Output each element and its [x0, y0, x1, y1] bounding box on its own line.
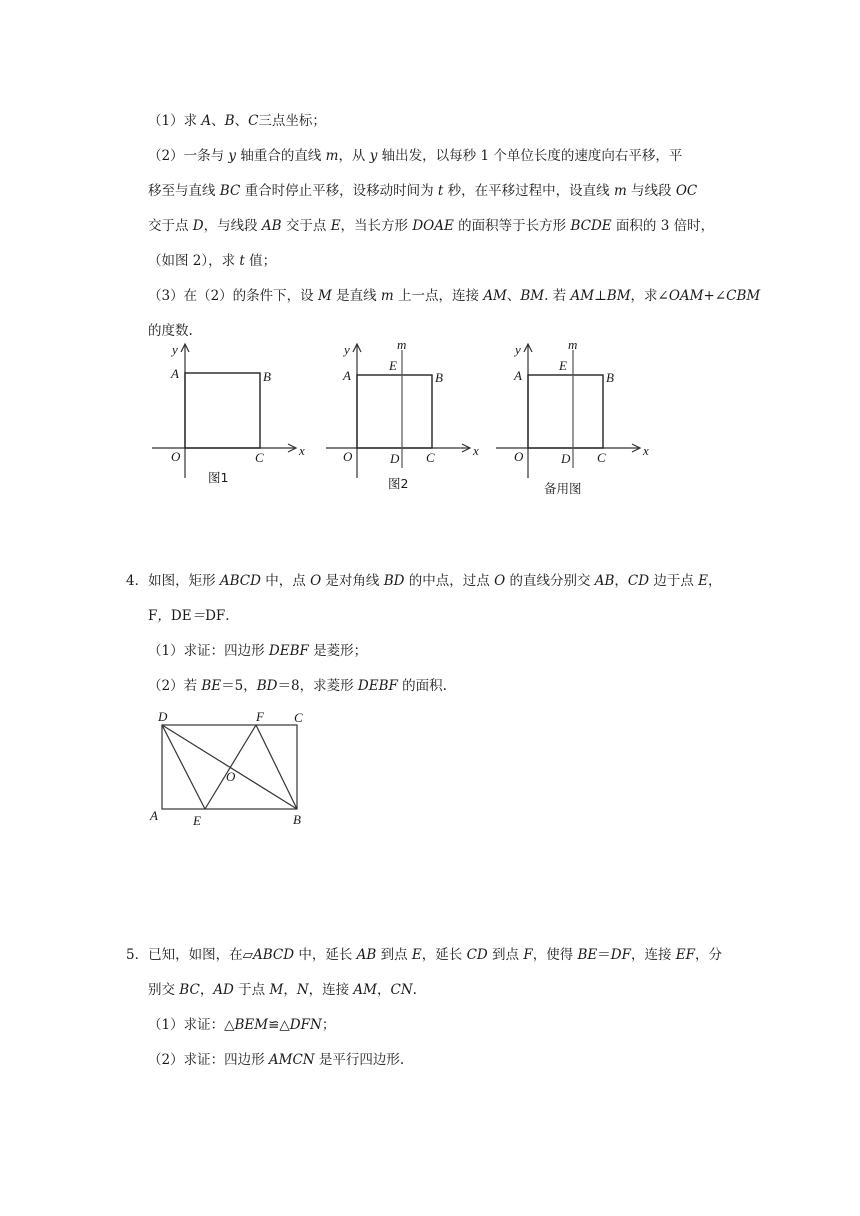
- text-segment: 值；: [244, 253, 277, 269]
- figure-1-label-x: x: [299, 443, 305, 458]
- math-variable: m: [613, 183, 627, 199]
- text-segment: 轴出发，以每秒 1 个单位长度的速度向右平移，平: [377, 148, 683, 164]
- figure-2-label-B: B: [435, 370, 443, 385]
- text-segment: 中，点: [260, 573, 311, 589]
- segment-ef: [205, 725, 256, 809]
- text-segment: （1）求证：四边形: [148, 643, 269, 659]
- text-segment: ，使得: [532, 947, 578, 963]
- math-variable: m: [380, 288, 394, 304]
- text-segment: .: [412, 982, 417, 998]
- math-variable: BD: [256, 678, 278, 694]
- math-variable: BE: [577, 947, 598, 963]
- text-segment: DF: [205, 608, 226, 624]
- text-segment: 秒，在平移过程中，设直线: [443, 183, 614, 199]
- text-segment: 是对角线: [321, 573, 384, 589]
- math-variable: F: [523, 947, 533, 963]
- figure-spare-label-C: C: [597, 450, 606, 465]
- figure-spare-label-y: y: [515, 342, 521, 357]
- math-variable: y: [369, 148, 378, 164]
- math-variable: AB: [356, 947, 377, 963]
- math-variable: AB: [261, 218, 282, 234]
- text-segment: 交于点: [281, 218, 331, 234]
- q5-stem-line1: [126, 946, 722, 964]
- math-variable: AB: [594, 573, 615, 589]
- text-segment: ，连接: [630, 947, 676, 963]
- math-variable: CN: [390, 982, 413, 998]
- text-segment: ⊥: [594, 288, 607, 304]
- text-segment: ，求∠: [630, 288, 669, 304]
- text-segment: F: [148, 608, 158, 624]
- figure-1-label-C: C: [255, 450, 264, 465]
- q5-part2: [148, 1051, 404, 1069]
- label-A: A: [150, 808, 158, 823]
- math-variable: BC: [179, 982, 200, 998]
- figure-2-label-C: C: [426, 450, 435, 465]
- text-segment: ，分: [695, 947, 723, 963]
- text-segment: （2）若: [148, 678, 202, 694]
- text-segment: 轴重合的直线: [236, 148, 326, 164]
- math-variable: BD: [383, 573, 405, 589]
- segment-de: [162, 725, 205, 809]
- text-segment: ，: [199, 982, 214, 998]
- text-segment: 移至与直线: [148, 183, 220, 199]
- math-variable: E: [411, 947, 422, 963]
- label-C: C: [294, 710, 303, 725]
- math-variable: ，: [157, 608, 171, 624]
- math-variable: E: [330, 218, 341, 234]
- text-segment: ≌△: [268, 1017, 290, 1033]
- text-segment: ＝5，: [221, 678, 257, 694]
- text-segment: 5．已知，如图，在▱: [126, 947, 253, 963]
- text-segment: （3）在（2）的条件下，设: [148, 288, 318, 304]
- math-variable: t: [239, 253, 245, 269]
- figure-spare-caption: 备用图: [544, 481, 582, 496]
- math-variable: M: [317, 288, 332, 304]
- math-variable: DFN: [289, 1017, 322, 1033]
- math-variable: OAM: [668, 288, 704, 304]
- q5-stem-line2: [148, 981, 417, 999]
- math-variable: AM: [353, 982, 377, 998]
- figure-spare-label-m: m: [568, 337, 578, 352]
- figure-spare-label-B: B: [606, 370, 614, 385]
- text-segment: （1）求证：△: [148, 1017, 235, 1033]
- figure-1-caption: 图1: [208, 470, 229, 485]
- text-segment: ，从: [338, 148, 370, 164]
- text-segment: ；: [321, 1017, 336, 1033]
- math-variable: A: [201, 113, 212, 129]
- text-segment: 的直线分别交: [505, 573, 595, 589]
- math-variable: BE: [201, 678, 222, 694]
- math-variable: DEBF: [357, 678, 398, 694]
- text-segment: 与线段: [626, 183, 676, 199]
- math-variable: ABCD: [252, 947, 295, 963]
- text-segment: ，: [377, 982, 391, 998]
- text-segment: ＝8，求菱形: [277, 678, 358, 694]
- figure-1-label-y: y: [172, 342, 178, 357]
- math-variable: ＝: [191, 608, 206, 624]
- text-segment: （2）一条与: [148, 148, 229, 164]
- text-segment: 三点坐标；: [258, 113, 326, 129]
- text-segment: DE: [170, 608, 192, 624]
- math-variable: DEBF: [268, 643, 309, 659]
- figure-1-label-O: O: [171, 449, 181, 464]
- figure-spare-label-D: D: [561, 451, 571, 466]
- math-variable: m: [325, 148, 339, 164]
- text-segment: 的面积等于长方形: [453, 218, 571, 234]
- math-variable: ABCD: [219, 573, 261, 589]
- math-variable: .: [225, 608, 230, 624]
- text-segment: . 若: [544, 288, 571, 304]
- label-F: F: [256, 709, 264, 724]
- text-segment: 上一点，连接: [393, 288, 484, 304]
- text-segment: 交于点: [148, 218, 193, 234]
- text-segment: 的面积.: [397, 678, 447, 694]
- text-segment: 的中点，过点: [404, 573, 495, 589]
- text-segment: 边于点: [649, 573, 699, 589]
- figure-2-label-A: A: [343, 368, 351, 383]
- math-variable: D: [192, 218, 204, 234]
- figure-spare-label-E: E: [559, 358, 567, 373]
- figure-2-label-y: y: [344, 342, 350, 357]
- figure-spare-label-O: O: [514, 449, 524, 464]
- label-O: O: [226, 769, 236, 784]
- text-segment: ，延长: [421, 947, 467, 963]
- math-variable: CBM: [726, 288, 761, 304]
- figure-2-label-E: E: [389, 358, 397, 373]
- math-variable: BM: [606, 288, 631, 304]
- math-variable: O: [310, 573, 322, 589]
- math-variable: N: [296, 982, 309, 998]
- text-segment: 、: [234, 113, 249, 129]
- text-segment: 4．如图，矩形: [126, 573, 220, 589]
- figure-2-caption: 图2: [388, 476, 409, 491]
- text-segment: 别交: [148, 982, 180, 998]
- math-variable: M: [269, 982, 284, 998]
- math-variable: AMCN: [268, 1052, 315, 1068]
- math-variable: DF: [610, 947, 631, 963]
- math-variable: E: [698, 573, 709, 589]
- text-segment: +∠: [703, 288, 727, 304]
- text-segment: （2）求证：四边形: [148, 1052, 269, 1068]
- text-segment: 是菱形；: [308, 643, 368, 659]
- math-variable: BC: [219, 183, 241, 199]
- math-variable: CD: [627, 573, 650, 589]
- text-segment: ，: [708, 573, 722, 589]
- text-segment: ，与线段: [203, 218, 262, 234]
- figure-2-label-x: x: [473, 443, 479, 458]
- math-variable: AD: [213, 982, 234, 998]
- label-D: D: [158, 709, 168, 724]
- q5-part1: [148, 1016, 335, 1034]
- text-segment: ，连接: [308, 982, 354, 998]
- text-segment: 中，延长: [294, 947, 357, 963]
- text-segment: 是平行四边形.: [314, 1052, 405, 1068]
- figure-2-label-D: D: [390, 451, 400, 466]
- math-variable: AM: [483, 288, 507, 304]
- math-variable: BCDE: [570, 218, 612, 234]
- figure-spare-label-x: x: [643, 443, 649, 458]
- text-segment: 是直线: [331, 288, 381, 304]
- label-E: E: [193, 813, 201, 828]
- text-segment: ，: [283, 982, 297, 998]
- math-variable: O: [494, 573, 506, 589]
- figure-2-label-O: O: [343, 449, 353, 464]
- text-segment: ＝: [597, 947, 611, 963]
- math-variable: AM: [570, 288, 595, 304]
- math-variable: BEM: [234, 1017, 269, 1033]
- math-variable: OC: [675, 183, 698, 199]
- text-segment: 、: [506, 288, 521, 304]
- figure-1-label-A: A: [171, 366, 179, 381]
- figure-2-label-m: m: [397, 337, 407, 352]
- text-segment: 的度数.: [148, 323, 193, 339]
- text-segment: ，当长方形: [340, 218, 413, 234]
- math-variable: EF: [675, 947, 696, 963]
- text-segment: 面积的 3 倍时，: [611, 218, 715, 234]
- figure-spare-label-A: A: [514, 368, 522, 383]
- math-variable: t: [437, 183, 444, 199]
- text-segment: 重合时停止平移，设移动时间为: [240, 183, 438, 199]
- figure-1-label-B: B: [263, 369, 271, 384]
- math-variable: BM: [520, 288, 545, 304]
- text-segment: 、: [211, 113, 225, 129]
- text-segment: ，: [614, 573, 628, 589]
- text-segment: （1）求: [148, 113, 202, 129]
- math-variable: DOAE: [412, 218, 454, 234]
- text-segment: 到点: [376, 947, 412, 963]
- label-B: B: [293, 812, 301, 827]
- text-segment: （如图 2），求: [148, 253, 240, 269]
- text-segment: 到点: [487, 947, 524, 963]
- math-variable: CD: [466, 947, 488, 963]
- text-segment: 于点: [233, 982, 270, 998]
- math-variable: y: [228, 148, 237, 164]
- math-variable: B: [224, 113, 235, 129]
- math-variable: C: [248, 113, 259, 129]
